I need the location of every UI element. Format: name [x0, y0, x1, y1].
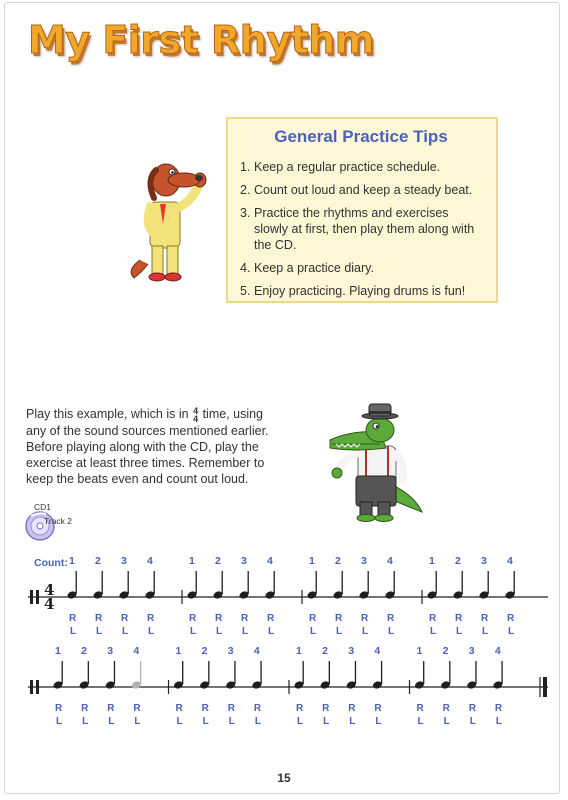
- beat-count-number: 3: [481, 555, 487, 567]
- sticking-right: R: [494, 703, 503, 714]
- sticking-right: R: [95, 613, 103, 624]
- sticking-right: R: [227, 703, 235, 714]
- sticking-left: L: [96, 626, 103, 637]
- sticking-right: R: [121, 613, 129, 624]
- sticking-right: R: [201, 703, 209, 714]
- count-label: Count:: [34, 557, 68, 569]
- sticking-left: L: [70, 626, 77, 637]
- sticking-left: L: [443, 716, 450, 727]
- cd-track-label: Track 2: [44, 516, 73, 526]
- beat-count-number: 1: [189, 555, 195, 567]
- sticking-left: L: [336, 626, 343, 637]
- page-title: My First Rhythm: [28, 18, 374, 62]
- beat-count-number: 4: [267, 555, 273, 567]
- sticking-right: R: [253, 703, 262, 714]
- sticking-left: L: [216, 626, 223, 637]
- percussion-clef: [30, 680, 33, 694]
- sticking-left: L: [362, 626, 369, 637]
- sticking-left: L: [310, 626, 317, 637]
- beat-count-number: 4: [374, 645, 381, 657]
- tip-number: 3.: [240, 206, 251, 220]
- beat-count-number: 2: [201, 645, 208, 657]
- sticking-left: L: [190, 626, 197, 637]
- sticking-right: R: [468, 703, 476, 714]
- beat-count-number: 3: [348, 645, 355, 657]
- sticking-left: L: [108, 716, 115, 727]
- sticking-right: R: [296, 703, 304, 714]
- beat-count-number: 1: [429, 555, 435, 567]
- cd-number-label: CD1: [34, 502, 52, 512]
- beat-count-number: 4: [387, 555, 393, 567]
- beat-count-number: 4: [507, 555, 513, 567]
- beat-count-number: 3: [121, 555, 127, 567]
- beat-count-number: 2: [335, 555, 341, 567]
- sticking-left: L: [349, 716, 356, 727]
- sticking-right: R: [335, 613, 343, 624]
- beat-count-number: 2: [322, 645, 328, 657]
- sticking-left: L: [176, 716, 183, 727]
- practice-tips-heading: General Practice Tips: [274, 127, 448, 146]
- beat-count-number: 3: [227, 645, 234, 657]
- sticking-right: R: [81, 703, 89, 714]
- beat-count-number: 3: [241, 555, 247, 567]
- sticking-left: L: [469, 716, 476, 727]
- sticking-left: L: [82, 716, 89, 727]
- beat-count-number: 4: [133, 645, 140, 657]
- sticking-right: R: [267, 613, 275, 624]
- sticking-right: R: [69, 613, 77, 624]
- sticking-right: R: [107, 703, 115, 714]
- sticking-left: L: [56, 716, 63, 727]
- tip-number: 4.: [240, 261, 251, 275]
- sticking-right: R: [429, 613, 437, 624]
- beat-count-number: 3: [107, 645, 114, 657]
- tip-text: Keep a practice diary.: [254, 261, 374, 275]
- beat-count-number: 1: [416, 645, 423, 657]
- sticking-right: R: [189, 613, 197, 624]
- beat-count-number: 1: [69, 555, 75, 567]
- sticking-right: R: [442, 703, 450, 714]
- sticking-right: R: [387, 613, 395, 624]
- sticking-right: R: [147, 613, 155, 624]
- percussion-clef: [36, 590, 39, 604]
- sticking-left: L: [134, 716, 141, 727]
- sticking-left: L: [430, 626, 437, 637]
- sticking-left: L: [148, 626, 155, 637]
- percussion-clef: [36, 680, 39, 694]
- beat-count-number: 1: [175, 645, 182, 657]
- sticking-left: L: [482, 626, 489, 637]
- beat-count-number: 2: [95, 555, 101, 567]
- beat-count-number: 3: [361, 555, 367, 567]
- sticking-right: R: [416, 703, 424, 714]
- beat-count-number: 3: [468, 645, 475, 657]
- beat-count-number: 4: [147, 555, 153, 567]
- inline-time-signature-top: 4: [193, 405, 199, 416]
- sticking-left: L: [122, 626, 129, 637]
- sticking-right: R: [133, 703, 141, 714]
- beat-count-number: 4: [494, 645, 501, 657]
- instructions-text-start: Play this example, which is in: [26, 407, 189, 421]
- tip-number: 1.: [240, 160, 251, 174]
- sticking-right: R: [215, 613, 223, 624]
- sticking-right: R: [241, 613, 249, 624]
- tip-text: Count out loud and keep a steady beat.: [254, 183, 473, 197]
- sticking-left: L: [456, 626, 463, 637]
- sticking-right: R: [455, 613, 463, 624]
- sticking-right: R: [309, 613, 317, 624]
- beat-count-number: 2: [215, 555, 221, 567]
- beat-count-number: 1: [55, 645, 61, 657]
- beat-count-number: 2: [455, 555, 461, 567]
- time-signature-bottom: 4: [44, 595, 55, 613]
- sticking-left: L: [417, 716, 424, 727]
- sticking-left: L: [375, 716, 382, 727]
- tip-text: Enjoy practicing. Playing drums is fun!: [254, 284, 466, 298]
- sticking-left: L: [388, 626, 395, 637]
- beat-count-number: 1: [296, 645, 302, 657]
- final-bar-line-thick: [543, 677, 547, 697]
- tip-number: 5.: [240, 284, 251, 298]
- sticking-left: L: [297, 716, 304, 727]
- sticking-left: L: [508, 626, 515, 637]
- instructions-text-end: time, using any of the sound sources mentioned earlier. Before playing along with the CD, play the exercise at least three times. Remember to keep the beats even and count out loud.: [26, 407, 269, 486]
- sticking-right: R: [175, 703, 183, 714]
- time-signature-top: 4: [44, 581, 55, 599]
- tip-text: Keep a regular practice schedule.: [254, 160, 441, 174]
- beat-count-number: 1: [309, 555, 315, 567]
- sticking-right: R: [348, 703, 356, 714]
- sticking-right: R: [55, 703, 63, 714]
- page-number: 15: [277, 771, 291, 785]
- sticking-right: R: [322, 703, 330, 714]
- sticking-right: R: [481, 613, 489, 624]
- sticking-left: L: [242, 626, 249, 637]
- tip-text: Practice the rhythms and exercises slowly at first, then play them along with the CD.: [254, 206, 475, 252]
- sticking-right: R: [507, 613, 515, 624]
- beat-count-number: 4: [253, 645, 260, 657]
- beat-count-number: 2: [442, 645, 449, 657]
- sticking-left: L: [495, 716, 502, 727]
- sticking-right: R: [361, 613, 369, 624]
- beat-count-number: 2: [81, 645, 87, 657]
- percussion-clef: [30, 590, 33, 604]
- tip-number: 2.: [240, 183, 251, 197]
- sticking-left: L: [228, 716, 235, 727]
- sticking-left: L: [268, 626, 275, 637]
- sticking-left: L: [254, 716, 261, 727]
- inline-time-signature-bottom: 4: [193, 413, 199, 424]
- sticking-right: R: [374, 703, 382, 714]
- sticking-left: L: [323, 716, 330, 727]
- sticking-left: L: [202, 716, 209, 727]
